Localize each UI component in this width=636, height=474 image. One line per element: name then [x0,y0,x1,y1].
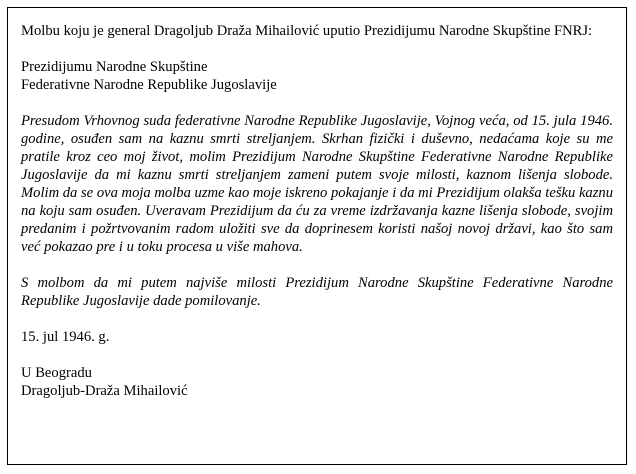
document-frame [7,7,627,465]
addressee-block [21,58,613,94]
date-line: 15. jul 1946. g. [21,329,110,345]
intro-text: Molbu koju je general Dragoljub Draža Mihailović uputio Prezidijumu Narodne Skupštine FNRJ: [21,23,593,39]
addressee-line-1: Prezidijumu Narodne Skupštine [21,59,208,75]
addressee-line-2: Federativne Narodne Republike Jugoslavije [21,77,277,93]
closing-paragraph: S molbom da mi putem najviše milosti Prezidijum Narodne Skupštine Federativne Narodne Republike Jugoslavije dade pomilovanje. [21,275,613,309]
signature-name: Dragoljub-Draža Mihailović [21,383,188,399]
signature-place: U Beogradu [21,365,92,381]
signature-block [21,364,613,400]
body-paragraph: Presudom Vrhovnog suda federativne Narodne Republike Jugoslavije, Vojnog veća, od 15. jula 1946. godine, osuđen sam na kaznu smrti streljanjem. Skrhan fizički i duševno, nedaćama koje su me pratile kroz ceo moj život, molim Prezidijum Narodne Skupštine Federativne Narodne Republike Jugoslavije da mi kaznu smrti streljanjem zameni putem svoje milosti, kaznom lišenja slobode. Molim da se ova moja molba uzme kao moje iskreno pokajanje i da mi Prezidijum olakša tešku kaznu na koju sam osuđen. Uveravam Prezidijum da ću za vreme izdržavanja kazne lišenja slobode, svojim predanim i požrtvovanim radom uložiti sve da doprinesem koristi našoj novoj državi, kao što sam već pokazao pre i u toku procesa u više mahova. [21,113,613,255]
